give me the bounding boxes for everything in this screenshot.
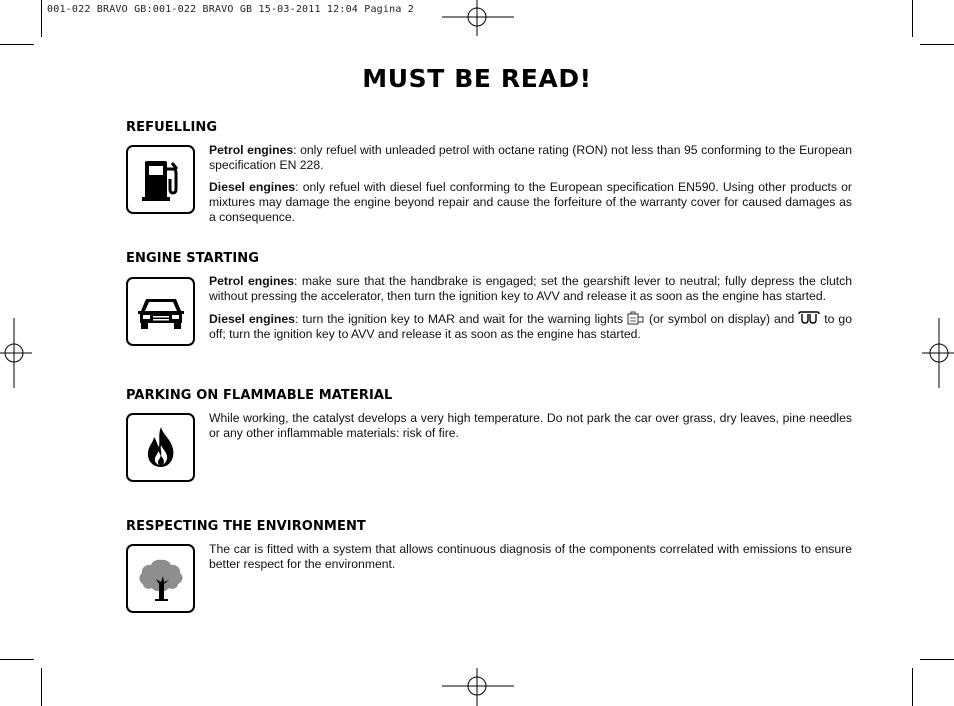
parking-flammable-text xyxy=(209,411,852,448)
registration-mark-left-icon xyxy=(0,318,32,388)
registration-mark-bottom-icon xyxy=(442,668,514,706)
printer-slug-line: 001-022 BRAVO GB:001-022 BRAVO GB 15-03-2011 12:04 Pagina 2 xyxy=(47,4,415,15)
engine-petrol-text: : make sure that the handbrake is engaged; set the gearshift lever to neutral; fully depress the clutch without pressing the accelerator, then turn the ignition key to AVV and release it as soon as the engine has started. xyxy=(209,274,853,303)
car-front-icon xyxy=(136,293,186,331)
section-heading-environment: RESPECTING THE ENVIRONMENT xyxy=(126,519,366,534)
parking-paragraph xyxy=(209,411,852,441)
refuelling-petrol-paragraph xyxy=(209,143,852,173)
page-title: MUST BE READ! xyxy=(362,64,592,93)
section-heading-refuelling: REFUELLING xyxy=(126,120,218,135)
environment-paragraph xyxy=(209,542,852,572)
petrol-engines-label: Petrol engines xyxy=(209,274,295,288)
refuelling-diesel-paragraph xyxy=(209,180,852,225)
engine-diesel-text-part3: to go off; turn the ignition key to AVV and release it as soon as the engine has started. xyxy=(209,312,852,341)
glow-plug-icon xyxy=(798,311,820,325)
car-front-icon-box xyxy=(126,277,195,346)
refuelling-petrol-text: : only refuel with unleaded petrol with octane rating (RON) not less than 95 conforming to the European specification EN 228. xyxy=(209,143,852,172)
section-heading-engine-starting: ENGINE STARTING xyxy=(126,251,260,266)
registration-mark-right-icon xyxy=(922,318,954,388)
engine-starting-text xyxy=(209,274,852,349)
refuelling-text xyxy=(209,143,852,232)
flame-icon xyxy=(143,425,179,471)
refuelling-diesel-text: : only refuel with diesel fuel conforming to the European specification EN590. Using other products or mixtures may damage the engine beyond repair and cause the forfeiture of the warranty cover for caused damages as a consequence. xyxy=(209,180,852,224)
tree-icon-box xyxy=(126,544,195,613)
engine-diesel-text-part2: (or symbol on display) and xyxy=(645,312,799,326)
warning-light-icon xyxy=(627,311,645,325)
environment-body-text: The car is fitted with a system that allows continuous diagnosis of the components correlated with emissions to ensure better respect for the environment. xyxy=(209,542,852,571)
fuel-pump-icon xyxy=(139,157,183,203)
environment-text xyxy=(209,542,852,579)
registration-mark-top-icon xyxy=(442,0,514,36)
parking-text: While working, the catalyst develops a very high temperature. Do not park the car over grass, dry leaves, pine needles or any other inflammable materials: risk of fire. xyxy=(209,411,852,440)
section-heading-parking-flammable: PARKING ON FLAMMABLE MATERIAL xyxy=(126,388,393,403)
flame-icon-box xyxy=(126,413,195,482)
engine-diesel-paragraph xyxy=(209,311,852,342)
diesel-engines-label: Diesel engines xyxy=(209,312,295,326)
petrol-engines-label: Petrol engines xyxy=(209,143,294,157)
engine-diesel-text-part1: : turn the ignition key to MAR and wait for the warning lights xyxy=(294,312,628,326)
tree-icon xyxy=(136,554,186,604)
engine-petrol-paragraph xyxy=(209,274,852,304)
fuel-pump-icon-box xyxy=(126,145,195,214)
diesel-engines-label: Diesel engines xyxy=(209,180,296,194)
